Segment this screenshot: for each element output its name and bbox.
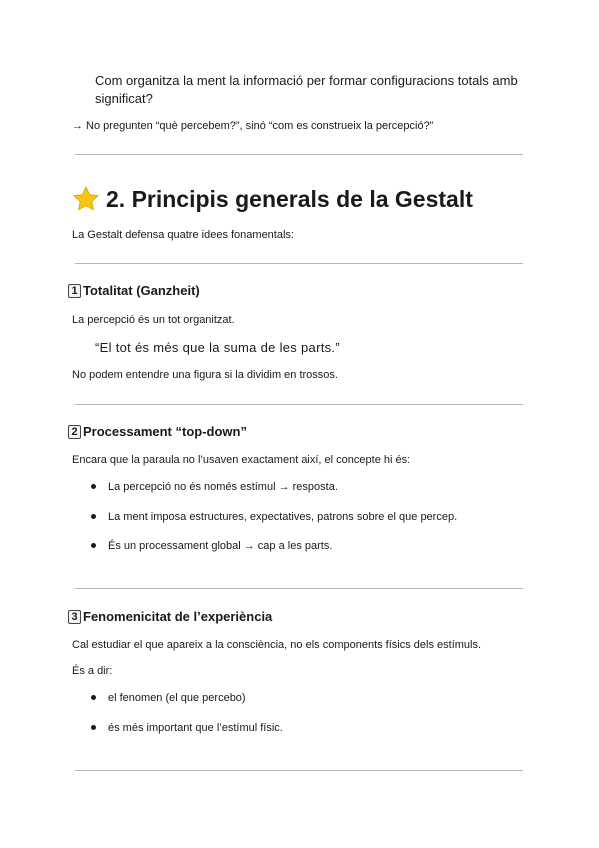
bullet-icon [91,725,96,730]
star-icon [72,185,100,213]
bullet-icon [91,514,96,519]
principle-3-title: Fenomenicitat de l’experiència [83,609,273,624]
intro-question-line2: significat? [95,91,153,106]
bullet-icon [91,695,96,700]
intro-question-line1: Com organitza la ment la informació per formar configuracions totals amb [95,73,518,88]
divider [75,263,523,264]
section-title: 2. Principis generals de la Gestalt [106,186,473,212]
principle-1-heading [68,282,200,300]
divider [75,588,523,589]
principle-1-title: Totalitat (Ganzheit) [83,283,200,298]
principle-1-text2: No podem entendre una figura si la dividim en trossos. [72,369,338,381]
principle-2-title: Processament “top-down” [83,424,247,439]
bullet-icon [91,543,96,548]
principle-3-heading [68,608,272,626]
principle-3-text: Cal estudiar el que apareix a la consciència, no els components físics dels estímuls. [72,639,482,651]
principle-2-heading [68,423,247,441]
principle-3-bullet-1: el fenomen (el que percebo) [108,692,246,704]
divider [75,154,523,155]
principle-2-bullet-1: La percepció no és només estímul → resposta. [108,481,338,493]
principle-3-bullet-2: és més important que l’estímul físic. [108,722,283,734]
principle-1-quote: “El tot és més que la suma de les parts.” [95,340,340,355]
principle-2-text: Encara que la paraula no l’usaven exactament així, el concepte hi és: [72,454,411,466]
section-heading [72,184,473,214]
number-3-icon: 3 [68,610,81,624]
section-intro: La Gestalt defensa quatre idees fonamentals: [72,229,294,241]
principle-3-text2: És a dir: [72,665,113,677]
principle-2-bullet-2: La ment imposa estructures, expectatives, patrons sobre el que percep. [108,511,458,523]
bullet-icon [91,484,96,489]
number-2-icon: 2 [68,425,81,439]
principle-1-text: La percepció és un tot organitzat. [72,314,235,326]
divider [75,770,523,771]
divider [75,404,523,405]
number-1-icon: 1 [68,284,81,298]
intro-arrow-note: → No pregunten “què percebem?”, sinó “com es construeix la percepció?” [72,120,434,132]
principle-2-bullet-3: És un processament global → cap a les parts. [108,540,333,552]
